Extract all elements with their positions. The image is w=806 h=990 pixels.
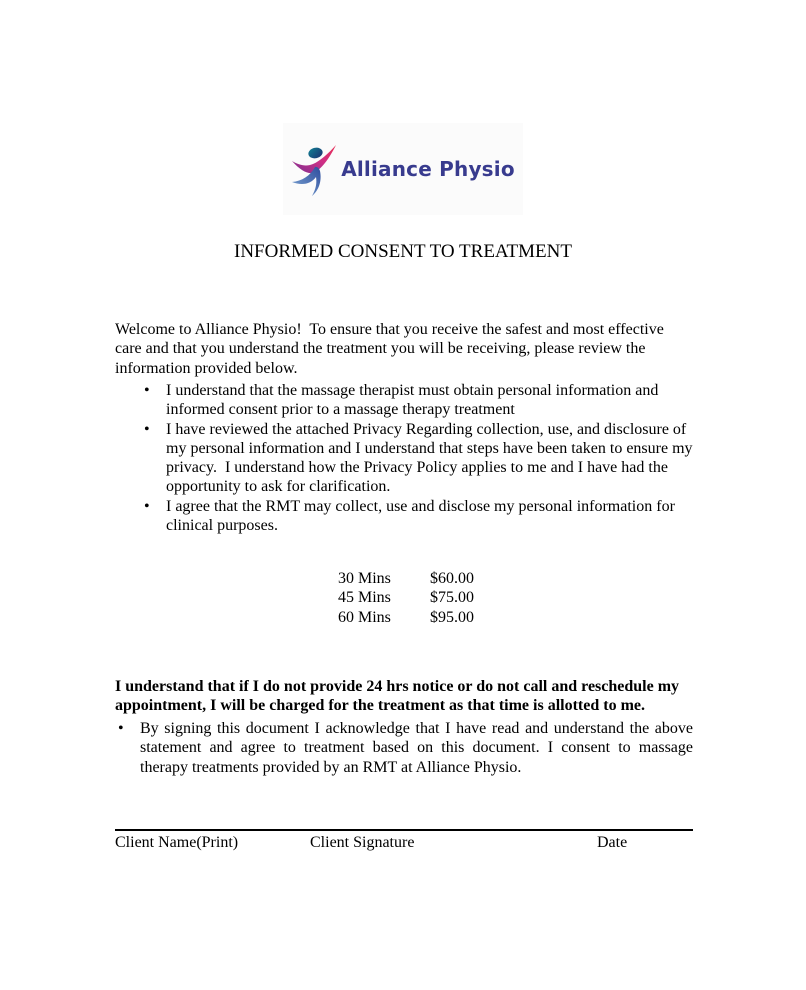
cancellation-notice: I understand that if I do not provide 24 hrs notice or do not call and reschedule my appointment, I will be charged for the treatment as that time is allotted to me. (115, 678, 684, 715)
price-amount: $60.00 (430, 570, 474, 587)
pricing-table (115, 569, 693, 627)
price-duration: 60 Mins (338, 608, 391, 626)
price-row (338, 588, 693, 607)
bullet-rmt-collect: • I agree that the RMT may collect, use and disclose my personal information for clinical purposes. (115, 497, 693, 536)
bullet-personal-information: • I understand that the massage therapist must obtain personal information and informed consent prior to a massage therapy treatment (115, 381, 693, 420)
date-label: Date (597, 834, 628, 851)
price-duration: 30 Mins (338, 570, 391, 587)
price-amount: $75.00 (430, 589, 474, 607)
leaping-person-icon (291, 143, 338, 197)
bullet-privacy-policy: • I have reviewed the attached Privacy Regarding collection, use, and disclosure of my personal information and I understand that steps have been taken to ensure my privacy. I understand how the Privacy Policy applies to me and I have had the opportunity to ask for clarification. (115, 420, 693, 497)
signature-block (115, 829, 693, 857)
client-signature-label: Client Signature (310, 834, 415, 851)
client-name-label: Client Name(Print) (115, 834, 239, 851)
intro-paragraph: Welcome to Alliance Physio! To ensure that you receive the safest and most effective care and that you understand the treatment you will be receiving, please review the information provided below. (115, 321, 668, 377)
signing-acknowledgement: • By signing this document I acknowledge that I have read and understand the above statement and agree to treatment based on this document. I consent to massage therapy treatments provided by an RMT at Alliance Physio. (115, 719, 693, 777)
price-duration: 45 Mins (338, 589, 391, 607)
consent-bullet-list (115, 381, 697, 535)
price-amount: $95.00 (430, 608, 474, 626)
price-row (338, 569, 693, 588)
alliance-physio-logo (283, 123, 523, 215)
signature-labels (115, 831, 693, 857)
price-row (338, 608, 693, 627)
document-title: INFORMED CONSENT TO TREATMENT (234, 241, 572, 262)
brand-name: Alliance Physio (341, 157, 515, 181)
